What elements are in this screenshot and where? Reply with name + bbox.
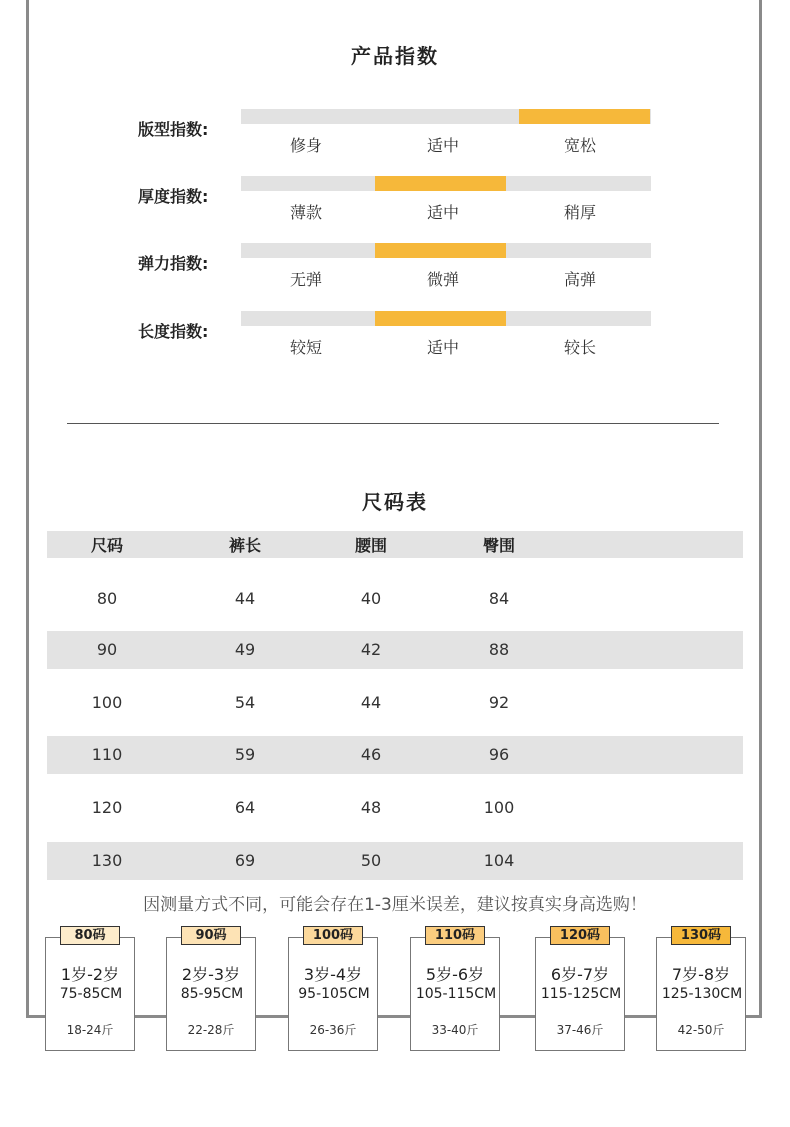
table-cell: 84 — [488, 589, 510, 608]
table-cell: 42 — [360, 640, 382, 659]
index-bar-segment — [241, 176, 372, 191]
age-card — [410, 928, 500, 1051]
table-cell: 92 — [488, 693, 510, 712]
index-label: 长度指数: — [138, 322, 209, 341]
index-bar-segment — [241, 109, 372, 124]
table-cell: 88 — [488, 640, 510, 659]
table-cell: 69 — [234, 851, 256, 870]
size-tag: 130码 — [671, 926, 731, 945]
table-row — [47, 580, 743, 618]
header-waist: 腰围 — [354, 536, 387, 555]
index-bar — [241, 243, 651, 258]
measurement-note: 因测量方式不同，可能会存在1-3厘米误差，建议按真实身高选购！ — [143, 895, 647, 915]
card-weight: 22-28斤 — [187, 1023, 235, 1037]
card-weight: 42-50斤 — [677, 1023, 725, 1037]
index-bar-segment — [375, 176, 506, 191]
card-weight: 37-46斤 — [556, 1023, 604, 1037]
table-cell: 80 — [96, 589, 118, 608]
card-height: 95-105CM — [298, 986, 370, 1002]
table-cell: 90 — [96, 640, 118, 659]
size-table-header — [47, 531, 743, 558]
size-tag: 90码 — [181, 926, 241, 945]
index-bar-segment — [519, 311, 650, 326]
size-tag: 110码 — [425, 926, 485, 945]
age-card — [656, 928, 746, 1051]
size-table-title: 尺码表 — [362, 490, 428, 514]
index-option: 薄款 — [289, 203, 322, 222]
index-label: 版型指数: — [138, 120, 209, 139]
index-bar-segment — [519, 109, 650, 124]
table-cell: 54 — [234, 693, 256, 712]
age-card — [288, 928, 378, 1051]
table-cell: 104 — [483, 851, 515, 870]
card-age: 7岁-8岁 — [671, 965, 731, 984]
table-cell: 64 — [234, 798, 256, 817]
table-cell: 130 — [91, 851, 123, 870]
index-row — [0, 109, 790, 169]
age-card — [45, 928, 135, 1051]
index-bar-segment — [241, 243, 372, 258]
header-pants-length: 裤长 — [228, 536, 261, 555]
index-bar — [241, 176, 651, 191]
card-age: 2岁-3岁 — [181, 965, 241, 984]
index-option: 高弹 — [563, 270, 596, 289]
table-cell: 44 — [234, 589, 256, 608]
index-option: 适中 — [426, 203, 459, 222]
index-row — [0, 311, 790, 371]
card-weight: 33-40斤 — [431, 1023, 479, 1037]
header-size: 尺码 — [90, 536, 123, 555]
index-row — [0, 243, 790, 303]
table-row — [47, 684, 743, 722]
product-index-title: 产品指数 — [351, 44, 439, 68]
index-label: 厚度指数: — [138, 187, 209, 206]
table-cell: 40 — [360, 589, 382, 608]
table-cell: 100 — [91, 693, 123, 712]
index-bar-segment — [375, 243, 506, 258]
card-age: 3岁-4岁 — [303, 965, 363, 984]
index-bar-segment — [519, 176, 650, 191]
index-option: 修身 — [289, 136, 322, 155]
age-card — [166, 928, 256, 1051]
card-age: 1岁-2岁 — [60, 965, 120, 984]
table-cell: 96 — [488, 745, 510, 764]
table-cell: 46 — [360, 745, 382, 764]
index-option: 适中 — [426, 338, 459, 357]
card-age: 5岁-6岁 — [425, 965, 485, 984]
index-bar-segment — [375, 109, 506, 124]
index-option: 宽松 — [563, 136, 596, 155]
card-height: 125-130CM — [661, 986, 743, 1002]
index-row — [0, 176, 790, 236]
card-height: 75-85CM — [59, 986, 123, 1002]
size-tag: 120码 — [550, 926, 610, 945]
table-row — [47, 789, 743, 827]
index-option: 稍厚 — [563, 203, 596, 222]
card-height: 115-125CM — [540, 986, 622, 1002]
table-cell: 100 — [483, 798, 515, 817]
index-label: 弹力指数: — [138, 254, 209, 273]
table-cell: 44 — [360, 693, 382, 712]
index-option: 较长 — [563, 338, 596, 357]
index-bar-segment — [241, 311, 372, 326]
card-height: 105-115CM — [415, 986, 497, 1002]
header-hip: 臀围 — [482, 536, 515, 555]
index-option: 较短 — [289, 338, 322, 357]
card-age: 6岁-7岁 — [550, 965, 610, 984]
size-tag: 80码 — [60, 926, 120, 945]
index-option: 适中 — [426, 136, 459, 155]
index-bar — [241, 311, 651, 326]
table-row — [47, 631, 743, 669]
age-card — [535, 928, 625, 1051]
table-cell: 120 — [91, 798, 123, 817]
card-weight: 18-24斤 — [66, 1023, 114, 1037]
table-cell: 110 — [91, 745, 123, 764]
table-row — [47, 736, 743, 774]
table-cell: 48 — [360, 798, 382, 817]
table-cell: 49 — [234, 640, 256, 659]
table-cell: 50 — [360, 851, 382, 870]
index-option: 无弹 — [289, 270, 322, 289]
table-row — [47, 842, 743, 880]
index-bar-segment — [519, 243, 650, 258]
card-weight: 26-36斤 — [309, 1023, 357, 1037]
index-bar — [241, 109, 651, 124]
index-bar-segment — [375, 311, 506, 326]
section-divider — [67, 423, 719, 424]
size-tag: 100码 — [303, 926, 363, 945]
index-option: 微弹 — [426, 270, 459, 289]
card-height: 85-95CM — [180, 986, 244, 1002]
table-cell: 59 — [234, 745, 256, 764]
